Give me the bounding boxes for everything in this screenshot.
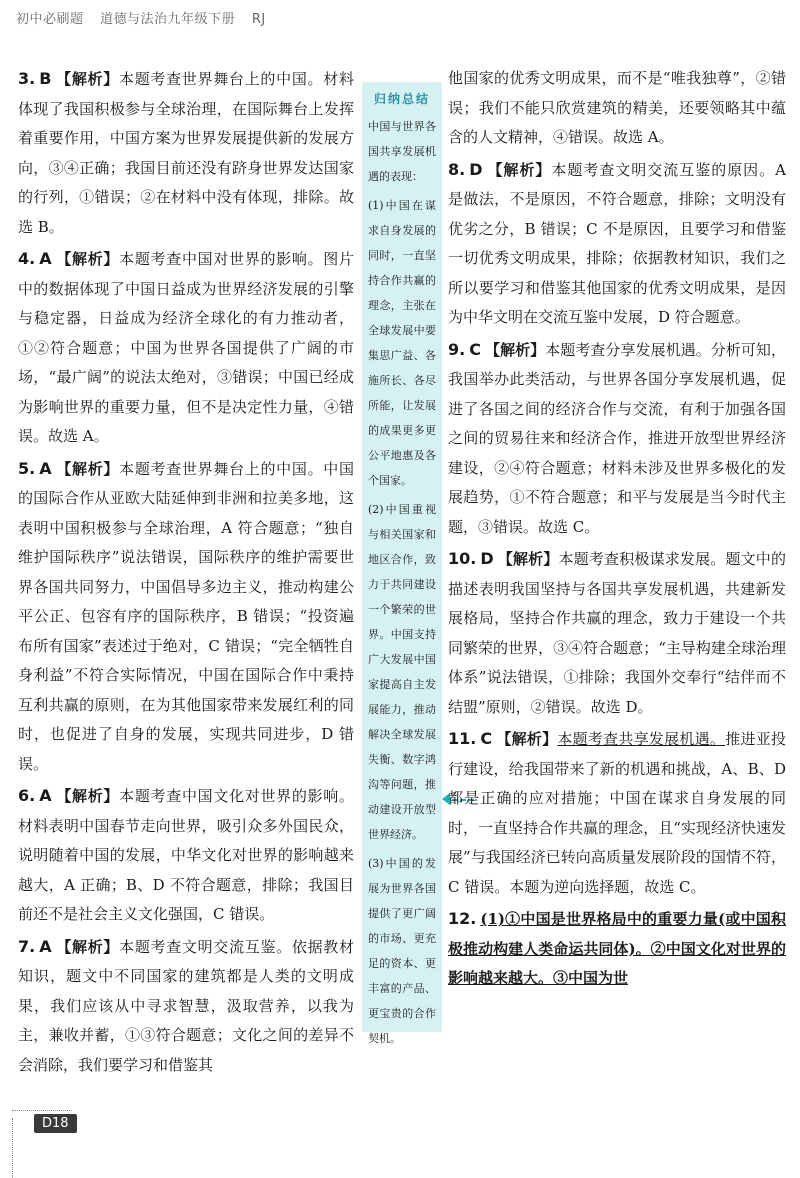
- answer-item: [18, 454, 354, 780]
- sidebar-title: 归纳总结: [373, 92, 430, 106]
- analysis-tag: 【解析】: [55, 250, 120, 268]
- analysis-tag: 【解析】: [55, 459, 120, 478]
- answer-letter: D: [469, 159, 483, 179]
- answer-number: 10.: [448, 549, 477, 568]
- answer-bold-text: (1)①中国是世界格局中的重要力量(或中国积极推动构建人类命运共同体)。②中国文化对世界的影响越来越大。③中国为世: [448, 910, 786, 987]
- analysis-tag: 【解析】: [55, 70, 119, 88]
- answer-text: 本题考查中国文化对世界的影响。材料表明中国春节走向世界，吸引众多外国民众，说明随着中国的发展，中华文化对世界的影响越来越大，A 正确；B、D 不符合题意，排除；我国目前还不是社会主义文化强国，C 错误。: [18, 787, 354, 923]
- sidebar-point: (1)中国在谋求自身发展的同时，一直坚持合作共赢的理念，主张在全球发展中要集思广益、各施所长、各尽所能，让发展的成果更多更公平地惠及各个国家。: [368, 199, 436, 487]
- book-edition: RJ: [251, 12, 266, 27]
- answer-text: 本题考查世界舞台上的中国。中国的国际合作从亚欧大陆延伸到非洲和拉美多地，这表明中国积极参与全球治理，A 符合题意；“独自维护国际秩序”说法错误，国际秩序的维护需要世界各国共同努力，中国倡导多边主义，推动构建公平公正、包容有序的国际秩序，B 错误；“投资遍布所有国家”表述过于绝对，C 错误；“完全牺牲自身利益”不符合实际情况，中国在国际合作中秉持互利共赢的原则，在为其他国家带来发展红利的同时，也促进了自身的发展，实现共同进步，D 错误。: [18, 459, 354, 773]
- answer-letter: A: [39, 786, 52, 805]
- answer-letter: D: [480, 549, 494, 568]
- analysis-tag: 【解析】: [486, 160, 552, 179]
- answer-item: [18, 932, 354, 1081]
- analysis-tag: 【解析】: [496, 730, 558, 748]
- right-column: [448, 64, 786, 996]
- answer-text: 他国家的优秀文明成果，而不是“唯我独尊”，②错误；我们不能只欣赏建筑的精美，还要领略其中蕴含的人文精神，④错误。故选 A。: [448, 69, 786, 146]
- answer-number: 9.: [448, 339, 466, 359]
- answer-number: 3.: [18, 69, 36, 88]
- answer-item: [448, 64, 786, 153]
- answer-item: [18, 64, 354, 242]
- answer-number: 5.: [18, 458, 36, 478]
- crop-mark-horizontal: [12, 1110, 72, 1111]
- answer-text: 本题考查世界舞台上的中国。材料体现了我国积极参与全球治理，在国际舞台上发挥着重要作用，中国方案为世界发展提供新的发展方向，③④正确；我国目前还没有跻身世界发达国家的行列，①错误；②在材料中没有体现，排除。故选 B。: [18, 70, 354, 236]
- answer-number: 8.: [448, 159, 466, 179]
- sidebar-point: (2)中国重视与相关国家和地区合作，致力于共同建设一个繁荣的世界。中国支持广大发展中国家提高自主发展能力，推动解决全球发展失衡、数字鸿沟等问题，推动建设开放型世界经济。: [368, 503, 436, 841]
- answer-item: [448, 904, 786, 994]
- answer-number: 7.: [18, 936, 36, 956]
- page-header: [16, 8, 278, 28]
- answer-text: 推进亚投行建设，给我国带来了新的机遇和挑战，A、B、D 都是正确的应对措施；中国在谋求自身发展的同时，一直坚持合作共赢的理念，且“实现经济快速发展”与我国经济已转向高质量发展阶段的国情不符，C 错误。本题为逆向选择题，故选 C。: [448, 730, 786, 896]
- answer-item: [448, 155, 786, 333]
- answer-letter: A: [39, 458, 52, 478]
- analysis-tag: 【解析】: [497, 550, 559, 568]
- crop-mark-vertical: [12, 1118, 13, 1178]
- answer-text: 本题考查分享发展机遇。分析可知，我国举办此类活动，与世界各国分享发展机遇，促进了各国之间的经济合作与交流，有利于加强各国之间的贸易往来和经济合作，推进开放型世界经济建设，②④符合题意；材料未涉及世界多极化的发展趋势，①不符合题意；和平与发展是当今时代主题，③错误。故选 C。: [448, 340, 786, 536]
- answer-text: 本题考查文明交流互鉴的原因。A 是做法，不是原因，不符合题意，排除；文明没有优劣之分，B 错误；C 不是原因，且要学习和借鉴一切优秀文明成果，排除；依据教材知识，我们之所以要学习和借鉴其他国家的优秀文明成果，是因为中华文明在交流互鉴中发展，D 符合题意。: [448, 160, 786, 326]
- answer-text: 本题考查文明交流互鉴。依据教材知识，题文中不同国家的建筑都是人类的文明成果，我们应该从中寻求智慧，汲取营养，以我为主，兼收并蓄，①③符合题意；文化之间的差异不会消除，我们要学习和借鉴其: [18, 937, 354, 1074]
- answer-item: [448, 544, 786, 722]
- answer-number: 4.: [18, 249, 36, 268]
- sidebar-intro: 中国与世界各国共享发展机遇的表现：: [368, 120, 436, 183]
- page-number: D18: [34, 1114, 77, 1133]
- answer-letter: C: [469, 339, 481, 359]
- analysis-tag: 【解析】: [484, 340, 546, 359]
- answer-number: 11.: [448, 729, 477, 748]
- book-subject: 道德与法治九年级下册: [100, 12, 236, 27]
- analysis-highlight: 本题考查共享发展机遇。: [557, 730, 726, 748]
- book-series: 初中必刷题: [16, 12, 84, 27]
- answer-number: 12.: [448, 909, 477, 928]
- sidebar-point: (3)中国的发展为世界各国提供了更广阔的市场、更充足的资本、更丰富的产品、更宝贵的合作契机。: [368, 857, 436, 1045]
- answer-letter: A: [39, 936, 52, 956]
- summary-sidebar: [362, 82, 442, 1045]
- answer-text: 本题考查积极谋求发展。题文中的描述表明我国坚持与各国共享发展机遇，共建新发展格局，坚持合作共赢的理念，致力于建设一个共同繁荣的世界，③④符合题意；“主导构建全球治理体系”说法错误，①排除；我国外交奉行“结伴而不结盟”原则，②错误。故选 D。: [448, 550, 786, 716]
- left-column: [18, 64, 354, 1082]
- answer-number: 6.: [18, 786, 36, 805]
- answer-item: [18, 244, 354, 452]
- answer-item: [448, 724, 786, 902]
- analysis-tag: 【解析】: [55, 787, 120, 805]
- answer-letter: B: [39, 69, 52, 88]
- answer-letter: A: [39, 249, 52, 268]
- answer-letter: C: [480, 729, 493, 748]
- analysis-tag: 【解析】: [55, 937, 120, 956]
- answer-text: 本题考查中国对世界的影响。图片中的数据体现了中国日益成为世界经济发展的引擎与稳定器，日益成为经济全球化的有力推动者，①②符合题意；中国为世界各国提供了广阔的市场，“最广阔”的说法太绝对，③错误；中国已经成为影响世界的重要力量，但不是决定性力量，④错误。故选 A。: [18, 250, 354, 445]
- answer-item: [448, 335, 786, 543]
- answer-item: [18, 781, 354, 930]
